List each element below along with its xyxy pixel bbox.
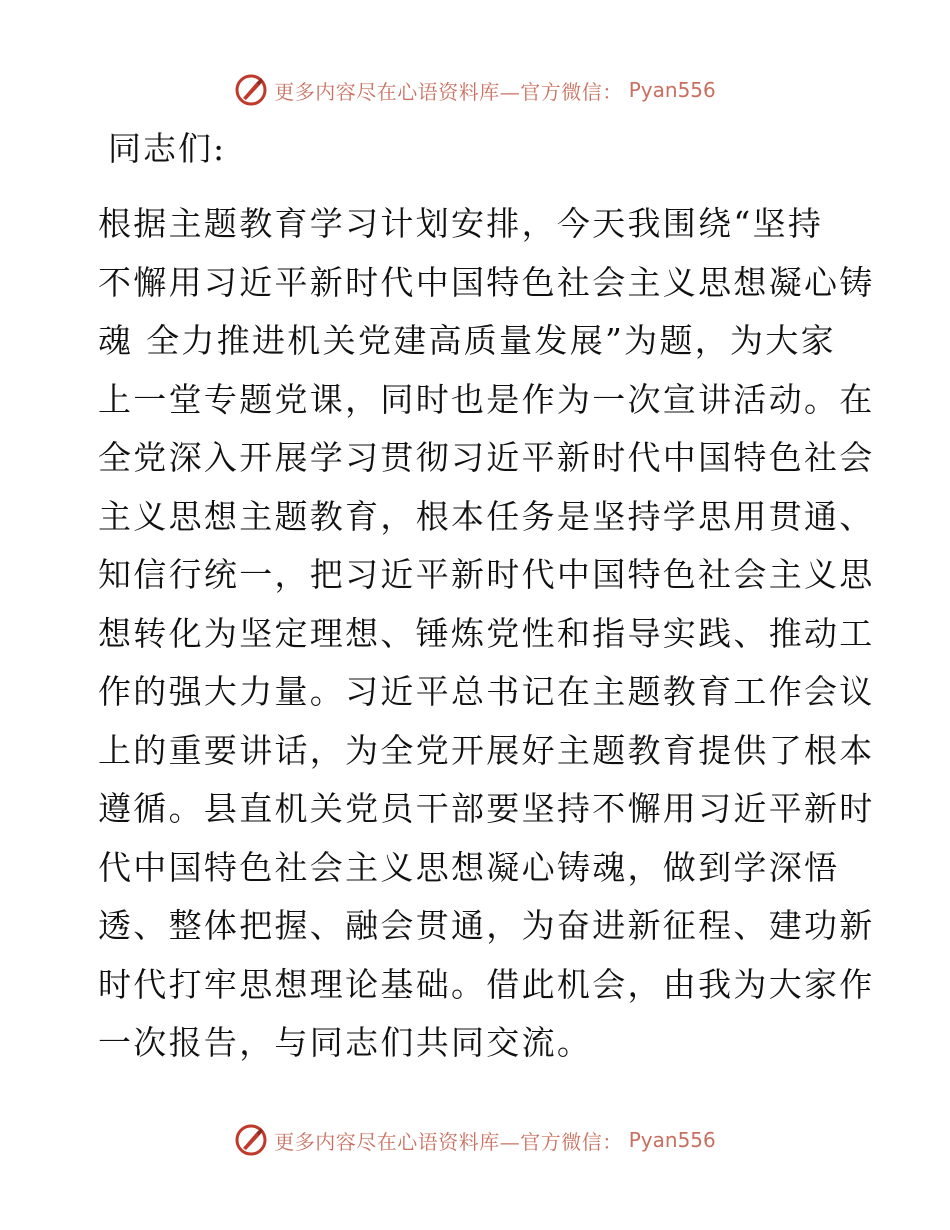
watermark-text: 更多内容尽在心语资料库—官方微信：	[274, 1129, 623, 1154]
paragraph-line: 不懈用习近平新时代中国特色社会主义思想凝心铸	[98, 262, 875, 302]
paragraph-line: 作的强大力量。习近平总书记在主题教育工作会议	[98, 672, 875, 711]
paragraph-line: 透、整体把握、融会贯通，为奋进新征程、建功新	[98, 906, 875, 945]
paragraph-line: 代中国特色社会主义思想凝心铸魂，做到学深悟	[98, 847, 840, 887]
watermark-wechat-id: Pyan556	[628, 78, 716, 102]
paragraph-line: 根据主题教育学习计划安排，今天我围绕“坚持	[98, 204, 824, 243]
watermark-wechat-id: Pyan556	[628, 1128, 716, 1152]
watermark-text: 更多内容尽在心语资料库—官方微信：	[274, 79, 623, 104]
paragraph-line: 想转化为坚定理想、锤炼党性和指导实践、推动工	[98, 613, 875, 653]
paragraph-line: 时代打牢思想理论基础。借此机会，由我为大家作	[98, 964, 875, 1004]
quill-logo-icon	[234, 73, 268, 107]
paragraph-line: 魂 全力推进机关党建高质量发展”为题，为大家	[98, 321, 836, 360]
paragraph-line: 知信行统一，把习近平新时代中国特色社会主义思	[98, 555, 875, 594]
paragraph-line: 遵循。县直机关党员干部要坚持不懈用习近平新时	[98, 789, 875, 828]
quill-logo-icon	[234, 1123, 268, 1157]
paragraph-line: 一次报告，与同志们共同交流。	[98, 1023, 593, 1062]
salutation: 同志们:	[108, 129, 227, 168]
paragraph-line: 上的重要讲话，为全党开展好主题教育提供了根本	[98, 730, 875, 770]
paragraph-line: 主义思想主题教育，根本任务是坚持学思用贯通、	[98, 496, 875, 536]
paragraph-line: 上一堂专题党课，同时也是作为一次宣讲活动。在	[98, 379, 875, 419]
footer-watermark	[0, 1120, 950, 1160]
paragraph-line: 全党深入开展学习贯彻习近平新时代中国特色社会	[98, 438, 875, 477]
header-watermark	[0, 70, 950, 110]
speech-paragraph	[98, 195, 875, 1073]
